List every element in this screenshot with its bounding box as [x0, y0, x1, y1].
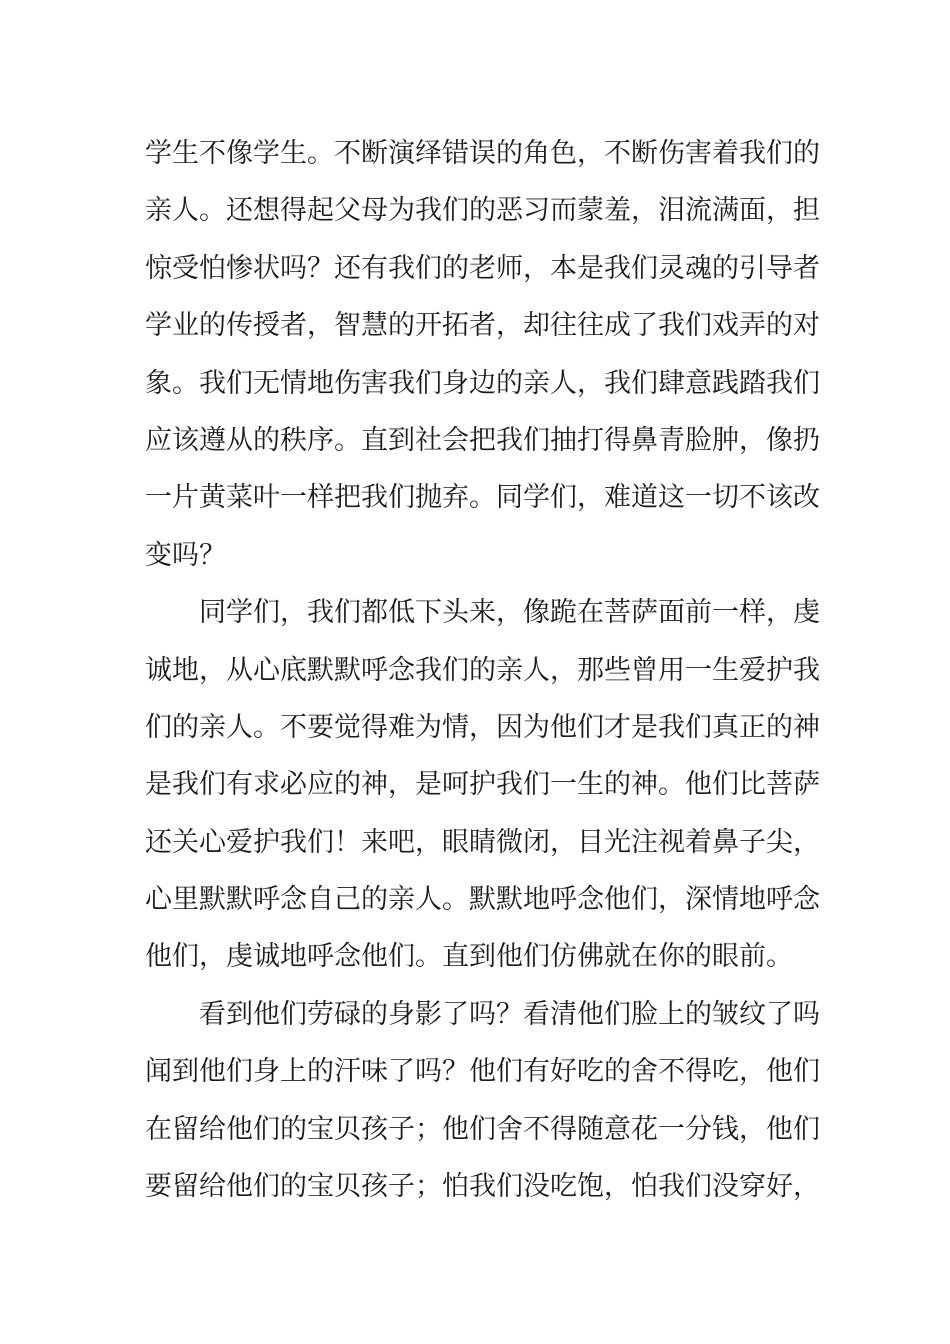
- paragraph-2-line-6: 心里默默呼念自己的亲人。默默地呼念他们，深情地呼念: [145, 884, 820, 916]
- paragraph-1-line-6: 应该遵从的秩序。直到社会把我们抽打得鼻青脸肿，像扔: [145, 424, 820, 456]
- paragraph-3-line-4: 要留给他们的宝贝孩子；怕我们没吃饱，怕我们没穿好，: [145, 1171, 820, 1203]
- paragraph-2-line-2: 诚地，从心底默默呼念我们的亲人，那些曾用一生爱护我: [145, 654, 820, 686]
- paragraph-3-line-2: 闻到他们身上的汗味了吗？他们有好吃的舍不得吃，他们: [145, 1056, 820, 1088]
- paragraph-1-line-4: 学业的传授者，智慧的开拓者，却往往成了我们戏弄的对: [145, 310, 820, 342]
- paragraph-2-line-4: 是我们有求必应的神，是呵护我们一生的神。他们比菩萨: [145, 769, 820, 801]
- paragraph-1-line-7: 一片黄菜叶一样把我们抛弃。同学们，难道这一切不该改: [145, 482, 820, 514]
- paragraph-1-line-3: 惊受怕惨状吗？还有我们的老师，本是我们灵魂的引导者: [145, 252, 820, 284]
- paragraph-2-line-7: 他们，虔诚地呼念他们。直到他们仿佛就在你的眼前。: [145, 941, 793, 973]
- paragraph-3-line-1: 看到他们劳碌的身影了吗？看清他们脸上的皱纹了吗: [199, 998, 820, 1030]
- body-text: [145, 125, 820, 1215]
- paragraph-2-line-3: 们的亲人。不要觉得难为情，因为他们才是我们真正的神: [145, 711, 820, 743]
- paragraph-1-line-2: 亲人。还想得起父母为我们的恶习而蒙羞，泪流满面，担: [145, 195, 820, 227]
- paragraph-3-line-3: 在留给他们的宝贝孩子；他们舍不得随意花一分钱，他们: [145, 1113, 820, 1145]
- paragraph-2-line-5: 还关心爱护我们！来吧，眼睛微闭，目光注视着鼻子尖，: [145, 826, 820, 858]
- paragraph-2-line-1: 同学们，我们都低下头来，像跪在菩萨面前一样，虔: [199, 597, 820, 629]
- paragraph-1-line-5: 象。我们无情地伤害我们身边的亲人，我们肆意践踏我们: [145, 367, 820, 399]
- paragraph-1-line-8: 变吗？: [145, 539, 226, 571]
- paragraph-1-line-1: 学生不像学生。不断演绎错误的角色，不断伤害着我们的: [145, 138, 820, 169]
